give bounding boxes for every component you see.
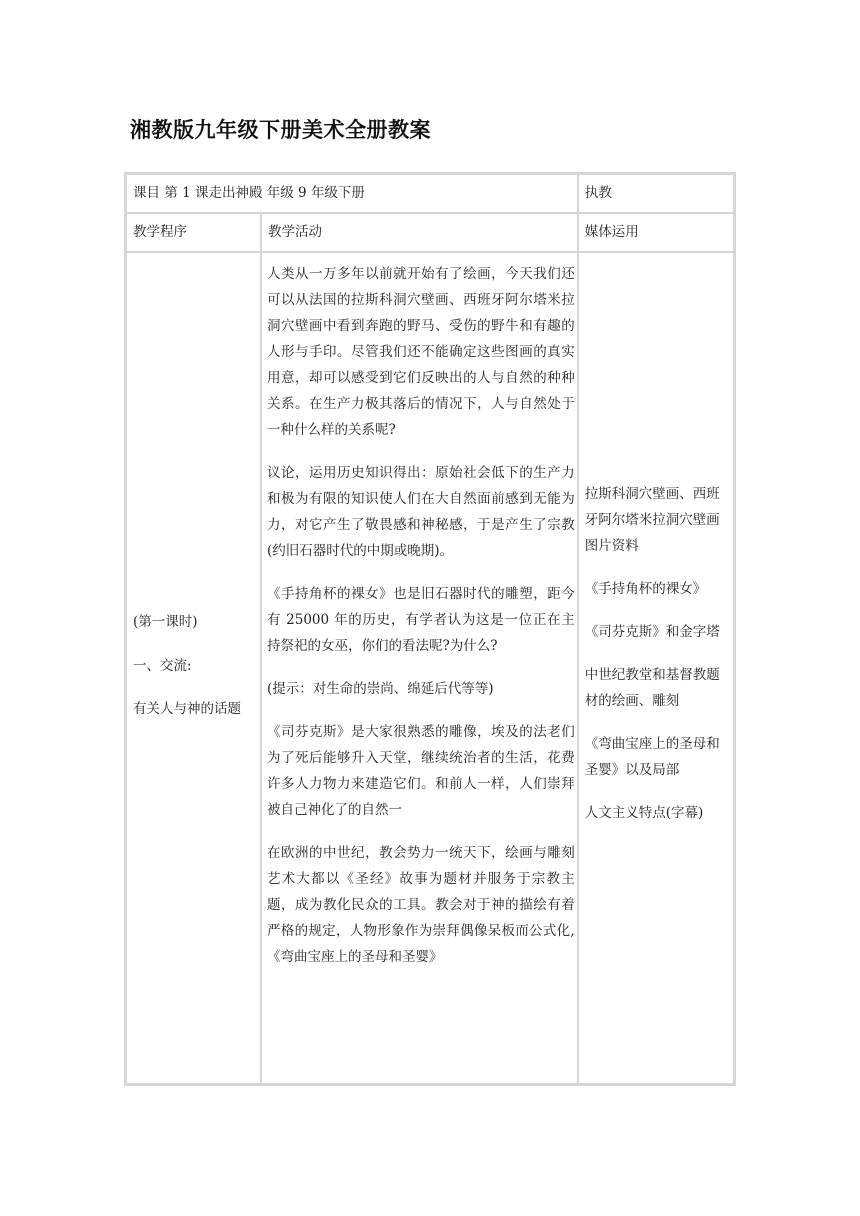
step-topic: 有关人与神的话题	[133, 701, 241, 718]
media-item: 《司芬克斯》和金字塔	[584, 624, 720, 640]
content-row	[126, 252, 734, 1084]
activity-paragraph: 在欧洲的中世纪，教会势力一统天下，绘画与雕刻艺术大都以《圣经》故事为题材并服务于宗教主题，成为教化民众的工具。教会对于神的描绘有着严格的规定，人物形象作为崇拜偶像呆板而公式化,《弯曲宝座上的圣母和圣婴》	[266, 845, 575, 965]
step-heading: 一、交流:	[133, 657, 192, 674]
activity-cell	[261, 252, 578, 1084]
media-item: 人文主义特点(字幕)	[584, 805, 704, 821]
procedure-header: 教学程序	[126, 213, 261, 252]
media-item: 《手持角杯的裸女》	[584, 581, 707, 597]
course-info-row	[126, 174, 734, 213]
header-row	[126, 213, 734, 252]
media-cell	[578, 252, 734, 1084]
activity-paragraph: 《手持角杯的裸女》也是旧石器时代的雕塑，距今有 25000 年的历史，有学者认为这是一位正在主持祭祀的女巫，你们的看法呢?为什么?	[266, 586, 575, 654]
procedure-list	[133, 614, 241, 745]
document-title: 湘教版九年级下册美术全册教案	[130, 117, 431, 142]
activity-paragraph: (提示：对生命的崇尚、绵延后代等等)	[266, 681, 494, 697]
activity-paragraph: 议论，运用历史知识得出：原始社会低下的生产力和极为有限的知识使人们在大自然面前感到无能为力，对它产生了敬畏感和神秘感，于是产生了宗教(约旧石器时代的中期或晚期)。	[266, 465, 575, 559]
media-item: 中世纪教堂和基督教题材的绘画、雕刻	[584, 667, 720, 709]
lesson-plan-table	[124, 172, 736, 1086]
activity-paragraph: 人类从一万多年以前就开始有了绘画，今天我们还可以从法国的拉斯科洞穴壁画、西班牙阿尔塔米拉洞穴壁画中看到奔跑的野马、受伤的野牛和有趣的人形与手印。尽管我们还不能确定这些图画的真实用意，却可以感受到它们反映出的人与自然的种种关系。在生产力极其落后的情况下，人与自然处于一种什么样的关系呢?	[266, 266, 575, 438]
activity-paragraph: 《司芬克斯》是大家很熟悉的雕像，埃及的法老们为了死后能够升入天堂，继续统治者的生活，花费许多人力物力来建造它们。和前人一样，人们崇拜被自己神化了的自然一	[266, 724, 575, 818]
activity-header: 教学活动	[261, 213, 578, 252]
course-info-cell: 课目 第 1 课走出神殿 年级 9 年级下册	[126, 174, 578, 213]
teacher-label-cell: 执教	[578, 174, 734, 213]
lesson-period: (第一课时)	[133, 614, 198, 630]
procedure-cell	[126, 252, 261, 1084]
media-item: 拉斯科洞穴壁画、西班牙阿尔塔米拉洞穴壁画图片资料	[584, 486, 720, 554]
media-item: 《弯曲宝座上的圣母和圣婴》以及局部	[584, 736, 720, 778]
media-header: 媒体运用	[578, 213, 734, 252]
